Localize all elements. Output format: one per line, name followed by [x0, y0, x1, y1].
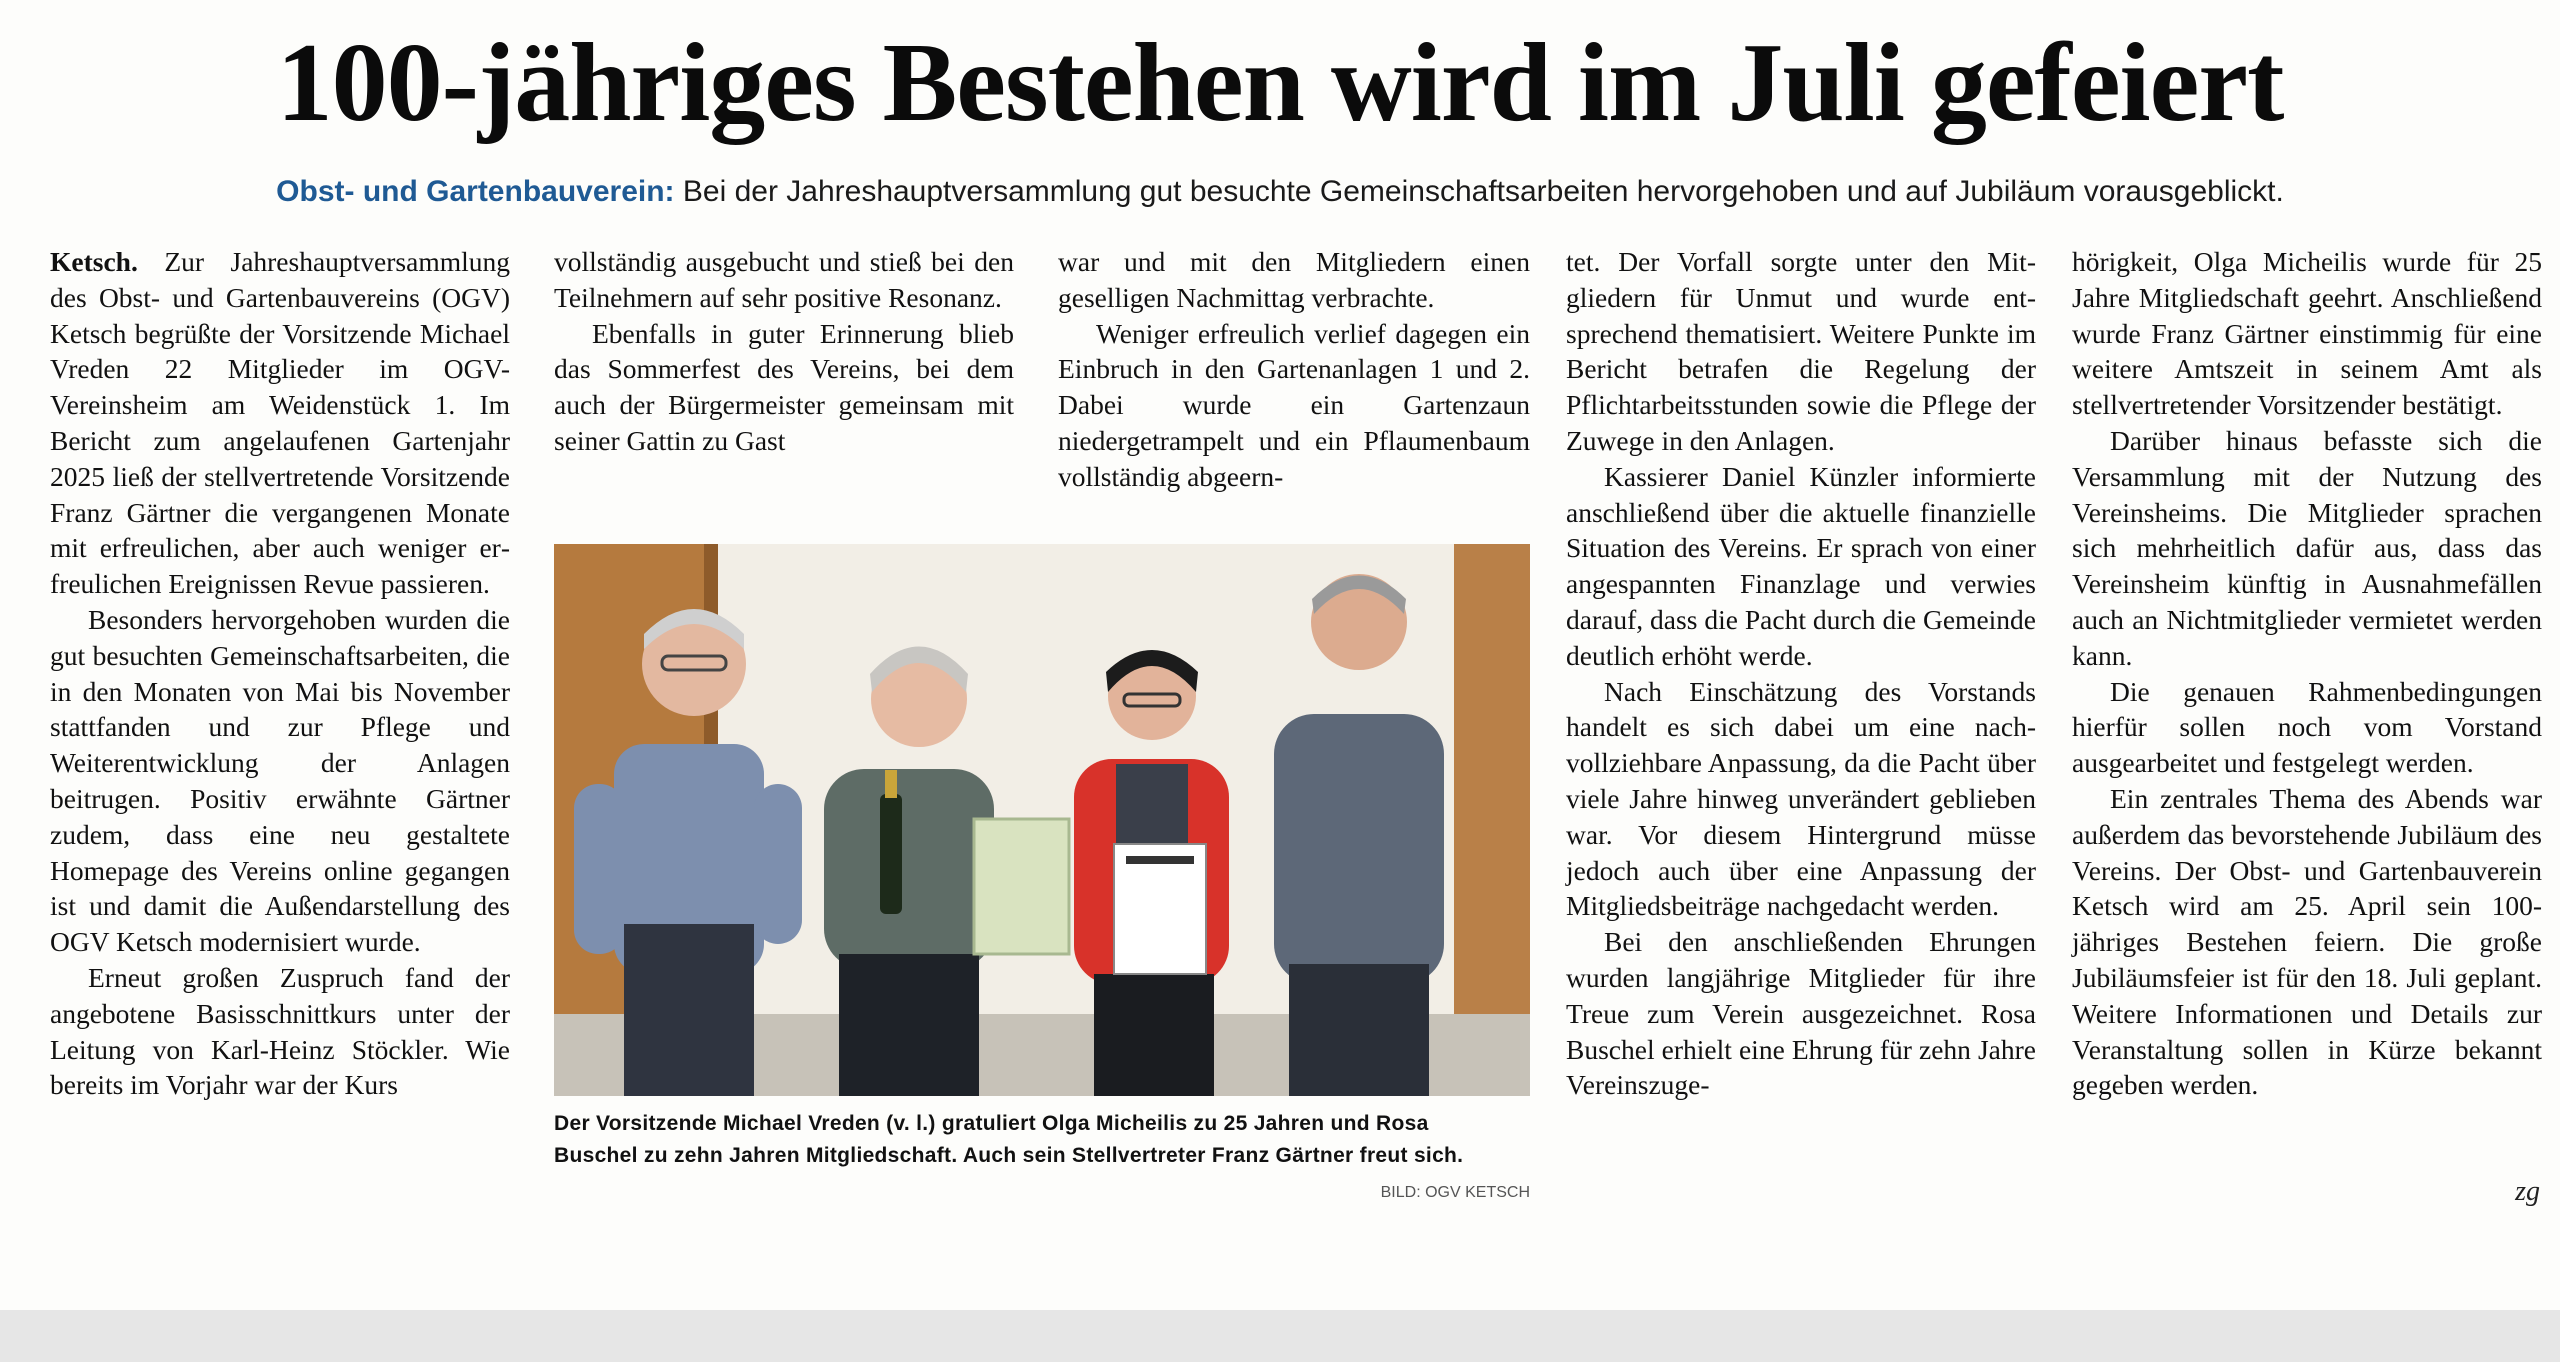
- wood-panel-right: [1454, 544, 1530, 1096]
- paragraph: Die genauen Rahmenbedingungen hierfür sollen noch vom Vorstand ausgearbeitet und festgelegt werden.: [2072, 675, 2542, 779]
- text-column-4: [1566, 244, 2036, 1103]
- paragraph: vollständig ausgebucht und stieß bei den Teilnehmern auf sehr positive Resonanz.: [554, 246, 1014, 313]
- subheadline-kicker: Obst- und Gartenbauverein:: [276, 175, 675, 208]
- subheadline-text: Bei der Jahreshauptversammlung gut besuchte Gemeinschaftsarbeiten hervorgehoben und auf Jubiläum vorausgeblickt.: [674, 175, 2284, 208]
- photo-illustration: [554, 544, 1530, 1096]
- certificate-green: [974, 819, 1069, 954]
- paragraph: Ein zentrales Thema des Abends war außerdem das bevorstehende Jubiläum des Vereins. Der Obst- und Gartenbauverein Ketsch wird am 25. April sein 100-jähriges Bestehen feiern. Die große Jubiläumsfeier ist für den 18. Juli geplant. Weitere Informationen und Details zur Veranstaltung sollen in Kürze bekannt gegeben werden.: [2072, 782, 2542, 1101]
- text-column-3: [1058, 244, 1530, 494]
- paragraph-text: Zur Jahreshauptversammlung des Obst- und Gartenbauvereins (OGV) Ketsch begrüßte der Vorsitzende Michael Vreden 22 Mitglieder im OGV-Vereinsheim am Weidenstück 1. Im Bericht zum angelaufenen Gartenjahr 2025 ließ der stellvertretende Vorsitzende Franz Gärtner die vergangenen Monate mit erfreulichen, aber auch weniger erfreulichen Ereignissen Revue passieren.: [50, 246, 510, 600]
- paragraph: [50, 244, 510, 602]
- paragraph: Erneut großen Zuspruch fand der angebotene Basisschnittkurs unter der Leitung von Karl-Heinz Stöckler. Wie bereits im Vorjahr war der Kurs: [50, 961, 510, 1101]
- subheadline: [0, 172, 2560, 212]
- paragraph: tet. Der Vorfall sorgte unter den Mitgliedern für Unmut und wurde entsprechend thematisiert. Weitere Punkte im Bericht betrafen die Regelung der Pflichtarbeitsstunden sowie die Pflege der Zuwege in den Anlagen.: [1566, 246, 2036, 456]
- paragraph: hörigkeit, Olga Micheilis wurde für 25 Jahre Mitgliedschaft geehrt. Anschließend wurde Franz Gärtner einstimmig für eine weitere Amtszeit in seinem Amt als stellvertretender Vorsitzender bestätigt.: [2072, 246, 2542, 421]
- text-column-5: [2072, 244, 2542, 1103]
- paragraph: war und mit den Mitgliedern einen geselligen Nachmittag verbrachte.: [1058, 246, 1530, 313]
- dateline-place: Ketsch.: [50, 246, 138, 277]
- paragraph: Bei den anschließenden Ehrungen wurden langjährige Mitglieder für ihre Treue zum Verein ausgezeichnet. Rosa Buschel erhielt eine Ehrung für zehn Jahre Vereinszuge-: [1566, 926, 2036, 1101]
- paragraph: Ebenfalls in guter Erinnerung blieb das Sommerfest des Vereins, bei dem auch der Bürgermeister gemeinsam mit seiner Gattin zu Gast: [554, 317, 1014, 456]
- paragraph: Weniger erfreulich verlief dagegen ein Einbruch in den Gartenanlagen 1 und 2. Dabei wurde ein Gartenzaun niedergetrampelt und ein Pflaumenbaum vollständig abgeern-: [1058, 317, 1530, 492]
- viewer-bottom-bar: [0, 1310, 2560, 1362]
- article-photo: [554, 544, 1530, 1096]
- paragraph: Kassierer Daniel Künzler informierte anschließend über die aktuelle finanzielle Situation des Vereins. Er sprach von einer angespannten Finanzlage und verwies darauf, dass die Pacht durch die Gemeinde deutlich erhöht werde.: [1566, 460, 2036, 671]
- paragraph: Darüber hinaus befasste sich die Versammlung mit der Nutzung des Vereinsheims. Die Mitglieder sprachen sich mehrheitlich dafür aus, dass das Vereinsheim künftig in Ausnahmefällen auch an Nichtmitglieder vermietet werden kann.: [2072, 424, 2542, 671]
- photo-caption: Der Vorsitzende Michael Vreden (v. l.) gratuliert Olga Micheilis zu 25 Jahren und Rosa Buschel zu zehn Jahren Mitgliedschaft. Auch sein Stellvertreter Franz Gärtner freut sich.: [554, 1112, 1464, 1167]
- author-initials: zg: [2515, 1176, 2540, 1207]
- headline: 100-jähriges Bestehen wird im Juli gefeiert: [276, 21, 2284, 145]
- champagne-bottle: [880, 794, 902, 914]
- text-column-1: [50, 244, 510, 1103]
- text-column-2: [554, 244, 1014, 494]
- paragraph: Besonders hervorgehoben wurden die gut besuchten Gemeinschaftsarbeiten, die in den Monaten von Mai bis November stattfanden und zur Pflege und Weiterentwicklung der Anlagen beitrugen. Positiv erwähnte Gärtner zudem, dass eine neu gestaltete Homepage des Vereins online gegangen ist und damit die Außendarstellung des OGV Ketsch modernisiert wurde.: [50, 603, 510, 958]
- paragraph: Nach Einschätzung des Vorstands handelt es sich dabei um eine nachvollziehbare Anpassung, da die Pacht über viele Jahre hinweg unverändert geblieben war. Vor diesem Hintergrund müsse jedoch auch über eine Anpassung der Mitgliedsbeiträge nachgedacht werden.: [1566, 675, 2036, 922]
- photo-credit: BILD: OGV KETSCH: [1380, 1184, 1530, 1201]
